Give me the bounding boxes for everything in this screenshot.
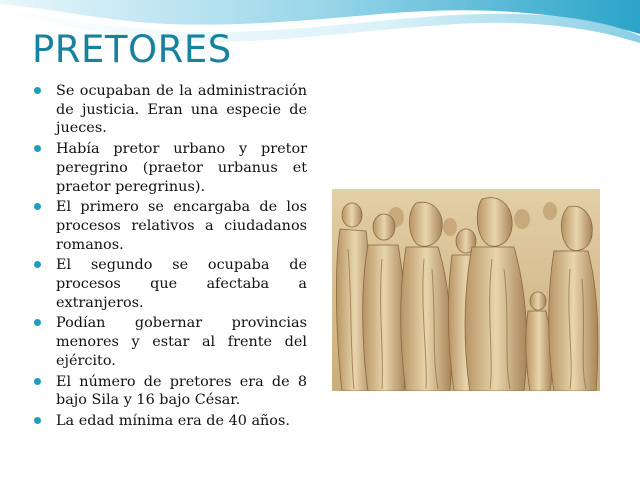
bullet-text: El número de pretores era de 8 bajo Sila y 16 bajo César. <box>56 373 307 409</box>
bullet-item <box>34 373 307 410</box>
bullet-item <box>34 82 307 138</box>
bullet-text: Se ocupaban de la administración de justicia. Eran una especie de jueces. <box>56 83 307 137</box>
bullet-item <box>34 256 307 312</box>
bullet-dot-icon <box>34 145 41 152</box>
bullet-dot-icon <box>34 417 41 424</box>
bullet-dot-icon <box>34 319 41 326</box>
bullet-text: El segundo se ocupaba de procesos que afectaba a extranjeros. <box>56 257 307 311</box>
bullet-text: Podían gobernar provincias menores y estar al frente del ejército. <box>56 315 307 369</box>
bullet-text: El primero se encargaba de los procesos relativos a ciudadanos romanos. <box>56 199 307 253</box>
bullet-item <box>34 412 307 431</box>
roman-relief-image <box>332 189 600 391</box>
slide-title: PRETORES <box>32 28 232 71</box>
bullet-item <box>34 198 307 254</box>
bullet-text: Había pretor urbano y pretor peregrino (praetor urbanus et praetor peregrinus). <box>56 141 307 195</box>
bullet-list <box>34 82 307 433</box>
bullet-dot-icon <box>34 203 41 210</box>
bullet-text: La edad mínima era de 40 años. <box>56 412 290 429</box>
bullet-dot-icon <box>34 87 41 94</box>
bullet-item <box>34 314 307 370</box>
bullet-dot-icon <box>34 261 41 268</box>
bullet-item <box>34 140 307 196</box>
bullet-dot-icon <box>34 378 41 385</box>
